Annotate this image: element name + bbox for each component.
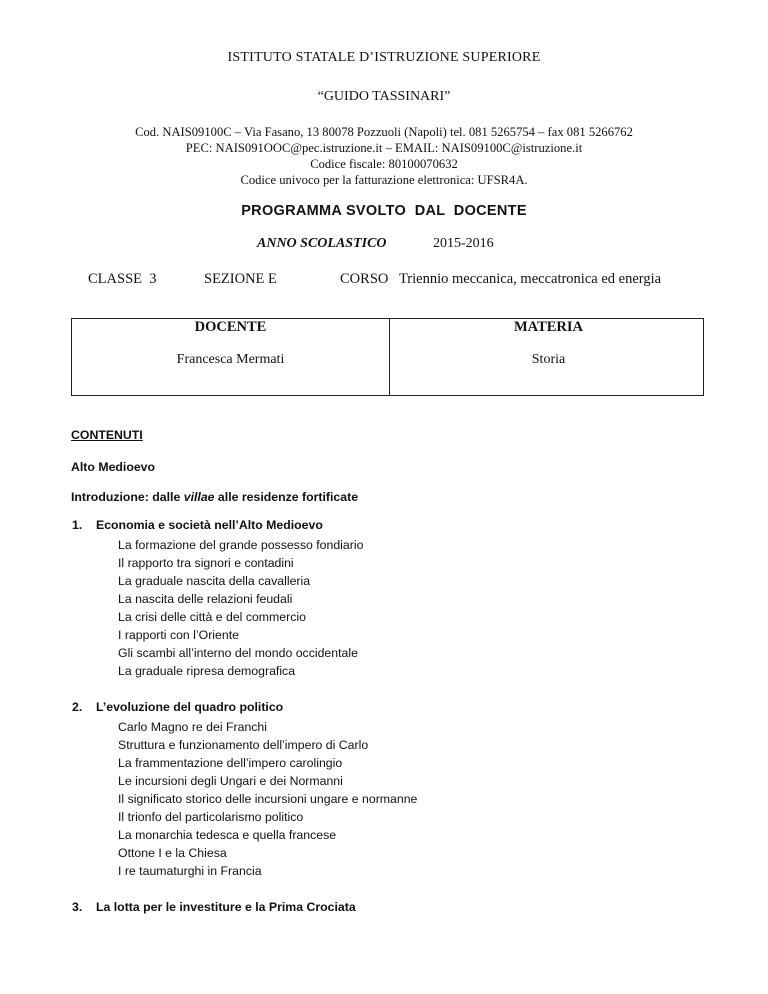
section-number: 1. bbox=[72, 518, 83, 532]
list-item: Il trionfo del particolarismo politico bbox=[118, 810, 304, 824]
list-item: Carlo Magno re dei Franchi bbox=[118, 720, 267, 734]
intro-heading bbox=[71, 490, 358, 504]
program-title: PROGRAMMA SVOLTO DAL DOCENTE bbox=[241, 203, 527, 219]
teacher-subject-table bbox=[71, 318, 704, 396]
school-year-value: 2015-2016 bbox=[433, 236, 494, 251]
contact-line: Codice univoco per la fatturazione elettronica: UFSR4A. bbox=[240, 173, 528, 187]
contact-line: Cod. NAIS09100C – Via Fasano, 13 80078 Pozzuoli (Napoli) tel. 081 5265754 – fax 081 5266762 bbox=[135, 125, 633, 139]
contents-heading: CONTENUTI bbox=[71, 428, 143, 442]
list-item: Il rapporto tra signori e contadini bbox=[118, 556, 294, 570]
section-number: 3. bbox=[72, 900, 83, 914]
school-year-row bbox=[0, 236, 768, 256]
section-title bbox=[72, 900, 356, 914]
section-item-list bbox=[118, 718, 417, 880]
list-item: Il significato storico delle incursioni ungare e normanne bbox=[118, 792, 418, 806]
section-title-text: L’evoluzione del quadro politico bbox=[96, 700, 284, 714]
subject-header: MATERIA bbox=[513, 319, 583, 335]
section-title-text: La lotta per le investiture e la Prima Crociata bbox=[96, 900, 356, 914]
list-item: La formazione del grande possesso fondiario bbox=[118, 538, 364, 552]
intro-text-post: alle residenze fortificate bbox=[214, 490, 359, 504]
section-title bbox=[72, 518, 323, 532]
list-item: Ottone I e la Chiesa bbox=[118, 846, 227, 860]
section-label: SEZIONE E bbox=[204, 271, 277, 287]
section-item-list bbox=[118, 536, 363, 680]
contact-line: PEC: NAIS091OOC@pec.istruzione.it – EMAIL: NAIS09100C@istruzione.it bbox=[185, 141, 583, 155]
list-item: Le incursioni degli Ungari e dei Normanni bbox=[118, 774, 343, 788]
list-item: La graduale nascita della cavalleria bbox=[118, 574, 311, 588]
period-heading: Alto Medioevo bbox=[71, 460, 156, 474]
school-year-label: ANNO SCOLASTICO bbox=[257, 236, 387, 251]
list-item: La monarchia tedesca e quella francese bbox=[118, 828, 337, 842]
list-item: La frammentazione dell’impero carolingio bbox=[118, 756, 343, 770]
subject-name: Storia bbox=[531, 352, 566, 367]
section-title bbox=[72, 700, 284, 714]
intro-text-em: villae bbox=[183, 490, 215, 504]
class-row bbox=[0, 271, 768, 291]
list-item: Gli scambi all’interno del mondo occidentale bbox=[118, 646, 358, 660]
course-label: CORSO Triennio meccanica, meccatronica ed energia bbox=[340, 271, 662, 287]
list-item: I rapporti con l’Oriente bbox=[118, 628, 239, 642]
section-title-text: Economia e società nell’Alto Medioevo bbox=[96, 518, 323, 532]
school-type: ISTITUTO STATALE D’ISTRUZIONE SUPERIORE bbox=[227, 50, 541, 65]
contact-line: Codice fiscale: 80100070632 bbox=[310, 157, 458, 171]
list-item: Struttura e funzionamento dell’impero di Carlo bbox=[118, 738, 369, 752]
list-item: La crisi delle città e del commercio bbox=[118, 610, 306, 624]
list-item: I re taumaturghi in Francia bbox=[118, 864, 262, 878]
contact-block bbox=[0, 124, 768, 188]
teacher-header: DOCENTE bbox=[194, 319, 267, 335]
school-name: “GUIDO TASSINARI” bbox=[317, 89, 451, 104]
list-item: La graduale ripresa demografica bbox=[118, 664, 296, 678]
class-label: CLASSE 3 bbox=[88, 271, 157, 287]
teacher-name: Francesca Mermati bbox=[176, 352, 285, 367]
intro-text-pre: Introduzione: dalle bbox=[71, 490, 184, 504]
section-number: 2. bbox=[72, 700, 83, 714]
list-item: La nascita delle relazioni feudali bbox=[118, 592, 293, 606]
